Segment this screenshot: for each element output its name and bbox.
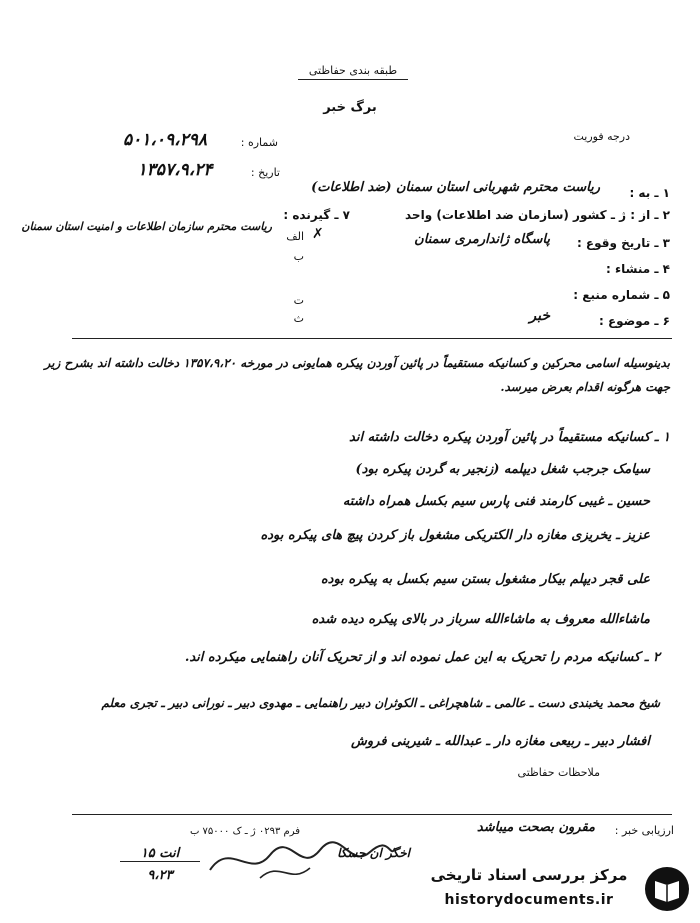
field-to-label: ۱ ـ به :: [629, 186, 670, 200]
body-line-9: ۲ ـ کسانیکه مردم را تحریک به این عمل نموده اند و از تحریک آنان راهنمایی میکرده اند.: [184, 650, 660, 665]
evaluation-value: مقرون بصحت میباشد: [476, 820, 595, 835]
urgency-label: درجه فوریت: [573, 130, 630, 143]
recipients-label: ۷ ـ گیرنده :: [283, 208, 350, 222]
filing-date: ۹،۲۳: [147, 868, 173, 883]
header-divider: [72, 338, 672, 339]
recipient-alef-value: ریاست محترم سازمان اطلاعات و امنیت استان سمنان: [21, 220, 272, 233]
field-to-value: ریاست محترم شهربانی استان سمنان (ضد اطلاعات): [311, 180, 600, 195]
number-label: شماره :: [240, 136, 278, 149]
body-line-3: ۱ ـ کسانیکه مستقیماً در پائین آوردن پیکره دخالت داشته اند: [349, 430, 670, 445]
recipient-check-mark: ✗: [312, 226, 324, 242]
body-line-4: سیامک جرجب شغل دیپلمه (زنجیر به گردن پیکره بود): [355, 462, 650, 477]
recipient-key-be: ب: [293, 250, 304, 263]
watermark-url: historydocuments.ir: [444, 892, 614, 908]
handwritten-signature: [200, 830, 400, 890]
body-line-1: بدینوسیله اسامی محرکین و کسانیکه مستقیماً در پائین آوردن پیکره همایونی در مورخه ۱۳۵۷،۹،۲۰ دخالت داشته اند بشرح زیر: [44, 356, 670, 370]
field-subject-value: خبر: [529, 308, 550, 324]
body-line-2: جهت هرگونه اقدام بعرض میرسد.: [500, 380, 670, 394]
body-line-6: عزیز ـ یخریزی مغازه دار الکتریکی مشغول باز کردن پیچ های پیکره بوده: [260, 528, 650, 543]
body-line-8: ماشاءالله معروف به ماشاءالله سرباز در بالای پیکره دیده شده: [311, 612, 650, 627]
recipient-key-alef: الف: [286, 230, 304, 243]
recipient-key-se: ث: [293, 312, 304, 325]
field-date-value: پاسگاه ژاندارمری سمنان: [414, 232, 550, 247]
security-remarks-label: ملاحظات حفاظتی: [517, 766, 600, 779]
recipient-key-te: ت: [293, 294, 304, 307]
archive-watermark: [420, 862, 692, 918]
number-value: ۵۰۱،۰۹،۲۹۸: [122, 130, 208, 150]
book-logo-icon: [642, 864, 692, 914]
field-origin-label: ۴ ـ منشاء :: [606, 262, 670, 276]
body-line-5: حسین ـ غیبی کارمند فنی پارس سیم بکسل همراه داشته: [342, 494, 650, 509]
body-line-7: علی قجر دیپلم بیکار مشغول بستن سیم بکسل به پیکره بوده: [320, 572, 650, 587]
body-line-10: شیخ محمد یخبندی دست ـ عالمی ـ شاهچراغی ـ الکوثران دبیر راهنمایی ـ مهدوی دبیر ـ نورانی دبیر ـ تجری معلم: [101, 696, 660, 710]
date-label: تاریخ :: [250, 166, 280, 179]
body-line-11: افشار دبیر ـ ربیعی مغازه دار ـ عبدالله ـ شیرینی فروش: [351, 734, 650, 749]
document-title: برگ خبر: [323, 100, 377, 115]
date-value: ۱۳۵۷،۹،۲۴: [137, 160, 213, 180]
footer-divider: [72, 814, 672, 815]
watermark-name: مرکز بررسی اسناد تاریخی: [430, 866, 628, 884]
filing-note: انت ۱۵: [120, 846, 200, 862]
signature-text: اخگر ان جسکا: [337, 846, 410, 860]
classification-label: طبقه بندی حفاظتی: [298, 64, 408, 80]
evaluation-label: ارزیابی خبر :: [614, 824, 674, 837]
field-date-label: ۳ ـ تاریخ وقوع :: [576, 236, 670, 250]
field-subject-label: ۶ ـ موضوع :: [598, 314, 670, 328]
field-source-label: ۵ ـ شماره منبع :: [573, 288, 670, 302]
form-code: فرم ۰۲۹۳ ژ ـ ک ۷۵۰۰۰ ب: [189, 826, 300, 837]
field-from-label: ۲ ـ از : ژ ـ کشور (سازمان ضد اطلاعات) واحد: [405, 208, 670, 222]
